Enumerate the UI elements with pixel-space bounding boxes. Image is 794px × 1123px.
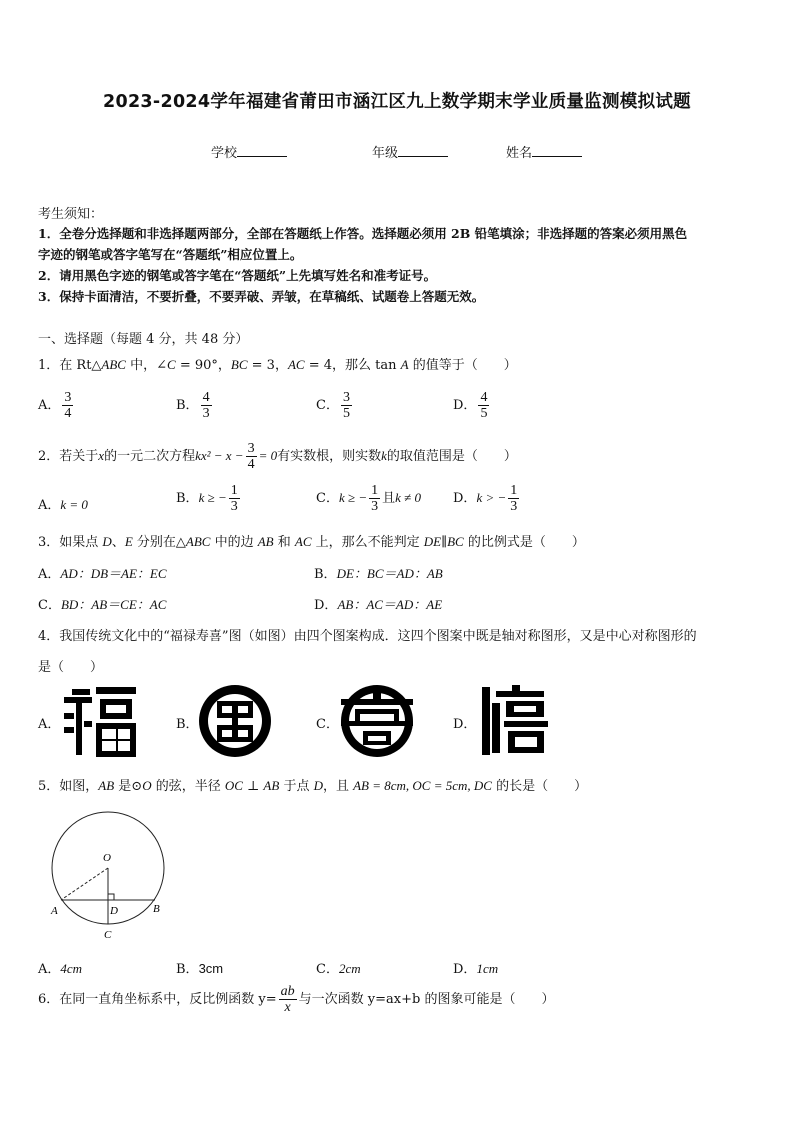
q1-text: = 90°， [175, 358, 231, 373]
option-value: 3cm [198, 961, 224, 976]
q3-option-c[interactable] [38, 594, 166, 613]
q1-text: = 3， [247, 358, 288, 373]
q2-expr: = 0 [258, 448, 278, 463]
q2-option-c[interactable] [316, 483, 421, 514]
q1-ac: AC [287, 357, 305, 372]
name-blank[interactable] [532, 144, 582, 157]
q5-oc: OC [224, 778, 243, 793]
option-label: A． [38, 567, 61, 582]
q3-text: 3．如果点 [38, 535, 103, 550]
option-expr: AD：DB＝AE：EC [60, 566, 167, 581]
q2-text: 的取值范围是（ ） [386, 449, 517, 464]
fraction [341, 390, 352, 421]
denominator: 3 [202, 406, 210, 421]
denominator: 3 [230, 499, 238, 514]
q3-abc: ABC [185, 534, 211, 549]
question-3-stem [38, 531, 585, 550]
q5-condition: AB = 8cm, OC = 5cm, DC [353, 778, 492, 793]
q2-k: k [381, 448, 387, 463]
numerator: 4 [202, 390, 210, 405]
radius-oa [61, 868, 108, 900]
option-expr: k ≠ 0 [395, 490, 422, 505]
option-value: 2cm [338, 961, 361, 976]
denominator: 5 [342, 406, 350, 421]
option-text: 且 [382, 491, 396, 506]
q5-option-a[interactable] [38, 958, 82, 977]
q2-option-a[interactable] [38, 494, 88, 513]
q1-c: C [167, 357, 176, 372]
page-title: 2023-2024学年福建省莆田市涵江区九上数学期末学业质量监测模拟试题 [103, 92, 691, 112]
q3-text: 分别在△ [132, 535, 186, 550]
q2-expr: kx² − x − [195, 448, 244, 463]
label-d: D [110, 905, 118, 917]
numerator: ab [280, 984, 295, 999]
option-expr: BD：AB＝CE：AC [60, 597, 167, 612]
q3-option-a[interactable] [38, 563, 167, 582]
question-4-stem-line2: 是（ ） [38, 660, 104, 675]
section-heading: 一、选择题（每题 4 分，共 48 分） [38, 332, 249, 347]
fraction [508, 483, 519, 514]
q1-a: A [400, 357, 409, 372]
q5-text: 的长是（ ） [491, 779, 588, 794]
q5-option-b[interactable] [176, 958, 223, 977]
option-label: B． [176, 962, 199, 977]
option-label: B． [176, 398, 199, 413]
grade-label: 年级 [372, 146, 399, 161]
q1-option-a[interactable] [38, 390, 75, 421]
q5-text: ，且 [322, 779, 354, 794]
option-expr: k = 0 [60, 497, 88, 512]
fu-emblem [62, 683, 138, 759]
q6-text: 与一次函数 y=ax+b 的图象可能是（ ） [298, 992, 555, 1007]
option-expr: k ≥ − [198, 490, 227, 505]
school-blank[interactable] [237, 144, 287, 157]
q4-option-d-label[interactable]: D． [453, 717, 477, 732]
option-label: D． [453, 491, 477, 506]
label-a: A [51, 905, 58, 917]
q1-text: 中，∠ [125, 358, 168, 373]
xi-emblem [478, 683, 554, 759]
numerator: 3 [64, 390, 72, 405]
q5-text: 是⊙ [114, 779, 143, 794]
question-5-stem [38, 775, 587, 794]
fraction [201, 390, 212, 421]
question-2-stem [38, 441, 517, 472]
q1-text: 1．在 Rt△ [38, 358, 102, 373]
q5-text: ⊥ [242, 779, 264, 794]
denominator: 5 [480, 406, 488, 421]
option-label: D． [453, 398, 477, 413]
q3-text: 的比例式是（ ） [463, 535, 585, 550]
shou-emblem [339, 683, 415, 759]
notice-item-1a: 1．全卷分选择题和非选择题两部分，全部在答题纸上作答。选择题必须用 2B 铅笔填涂；非选择题的答案必须用黑色 [38, 226, 688, 241]
fraction [369, 483, 380, 514]
q5-d: D [313, 778, 323, 793]
q5-o: O [142, 778, 152, 793]
q3-debc: DE∥BC [423, 534, 464, 549]
q1-text: = 4，那么 tan [304, 358, 401, 373]
option-value: 1cm [476, 961, 499, 976]
option-label: A． [38, 498, 61, 513]
grade-field[interactable] [372, 142, 448, 161]
q1-bc: BC [230, 357, 248, 372]
question-4-stem-line1: 4．我国传统文化中的“福禄寿喜”图（如图）由四个图案构成．这四个图案中既是轴对称图形，又是中心对称图形的 [38, 629, 697, 644]
fraction [62, 390, 73, 421]
notice-item-1b: 字迹的钢笔或答字笔写在“答题纸”相应位置上。 [38, 247, 303, 262]
denominator: 3 [371, 499, 379, 514]
denominator: 4 [247, 457, 255, 472]
q5-ab: AB [98, 778, 115, 793]
name-label: 姓名 [506, 146, 533, 161]
fraction [229, 483, 240, 514]
q1-option-b[interactable] [176, 390, 214, 421]
label-o: O [103, 852, 111, 864]
q2-option-b[interactable] [176, 483, 242, 514]
q5-option-c[interactable] [316, 958, 361, 977]
question-1-stem [38, 354, 517, 373]
numerator: 1 [510, 483, 518, 498]
notice-item-2: 2．请用黑色字迹的钢笔或答字笔在“答题纸”上先填写姓名和准考证号。 [38, 268, 437, 283]
q3-text: 上，那么不能判定 [311, 535, 424, 550]
option-label: D． [453, 962, 477, 977]
q3-ab: AB [257, 534, 274, 549]
q6-text: 6．在同一直角坐标系中，反比例函数 y= [38, 992, 277, 1007]
q4-option-a-label[interactable]: A． [38, 717, 61, 732]
numerator: 3 [342, 390, 350, 405]
option-expr: k > − [476, 490, 507, 505]
notice-heading: 考生须知： [38, 207, 104, 222]
fraction [478, 390, 489, 421]
q1-option-d[interactable] [453, 390, 491, 421]
q3-ac: AC [294, 534, 312, 549]
q3-text: 和 [273, 535, 295, 550]
option-label: C． [38, 598, 61, 613]
denominator: 4 [64, 406, 72, 421]
q2-x: x [98, 448, 105, 463]
option-label: D． [314, 598, 338, 613]
option-expr: DE：BC＝AD：AB [336, 566, 443, 581]
option-label: A． [38, 962, 61, 977]
option-label: C． [316, 962, 339, 977]
q5-text: 5．如图， [38, 779, 99, 794]
q2-text: 有实数根，则实数 [277, 449, 382, 464]
option-label: B． [314, 567, 337, 582]
q3-text: 中的边 [210, 535, 258, 550]
school-label: 学校 [211, 146, 238, 161]
q5-text: 的弦，半径 [151, 779, 225, 794]
option-expr: k ≥ − [338, 490, 368, 505]
q4-option-c-label[interactable]: C． [316, 717, 339, 732]
denominator: 3 [510, 499, 518, 514]
q1-option-c[interactable] [316, 390, 354, 421]
q5-option-d[interactable] [453, 958, 498, 977]
numerator: 1 [371, 483, 379, 498]
grade-blank[interactable] [398, 144, 448, 157]
q3-e: E [124, 534, 133, 549]
q3-d: D [102, 534, 112, 549]
q3-option-b[interactable] [314, 563, 443, 582]
label-c: C [104, 929, 112, 941]
right-angle-mark [108, 894, 114, 900]
q1-abc: ABC [101, 357, 126, 372]
option-expr: AB：AC＝AD：AE [337, 597, 443, 612]
q5-ab: AB [263, 778, 280, 793]
fraction [279, 984, 297, 1015]
circle-figure [44, 806, 174, 946]
option-label: A． [38, 398, 61, 413]
q3-text: 、 [111, 535, 125, 550]
denominator: x [284, 1000, 291, 1015]
numerator: 1 [230, 483, 238, 498]
q3-option-d[interactable] [314, 594, 442, 613]
school-field[interactable] [211, 142, 287, 161]
option-label: C． [316, 491, 339, 506]
q2-text: 2．若关于 [38, 449, 99, 464]
q5-text: 于点 [279, 779, 314, 794]
q1-text: 的值等于（ ） [408, 358, 517, 373]
lu-emblem [197, 683, 273, 759]
option-value: 4cm [60, 961, 83, 976]
name-field[interactable] [506, 142, 582, 161]
q4-option-b-label[interactable]: B． [176, 717, 199, 732]
q2-option-d[interactable] [453, 483, 521, 514]
numerator: 4 [480, 390, 488, 405]
q2-text: 的一元二次方程 [104, 449, 196, 464]
option-label: B． [176, 491, 199, 506]
question-6-stem [38, 984, 554, 1015]
numerator: 3 [247, 441, 255, 456]
option-label: C． [316, 398, 339, 413]
label-b: B [153, 903, 160, 915]
notice-item-3: 3．保持卡面清洁，不要折叠，不要弄破、弄皱，在草稿纸、试题卷上答题无效。 [38, 289, 485, 304]
fraction [246, 441, 257, 472]
